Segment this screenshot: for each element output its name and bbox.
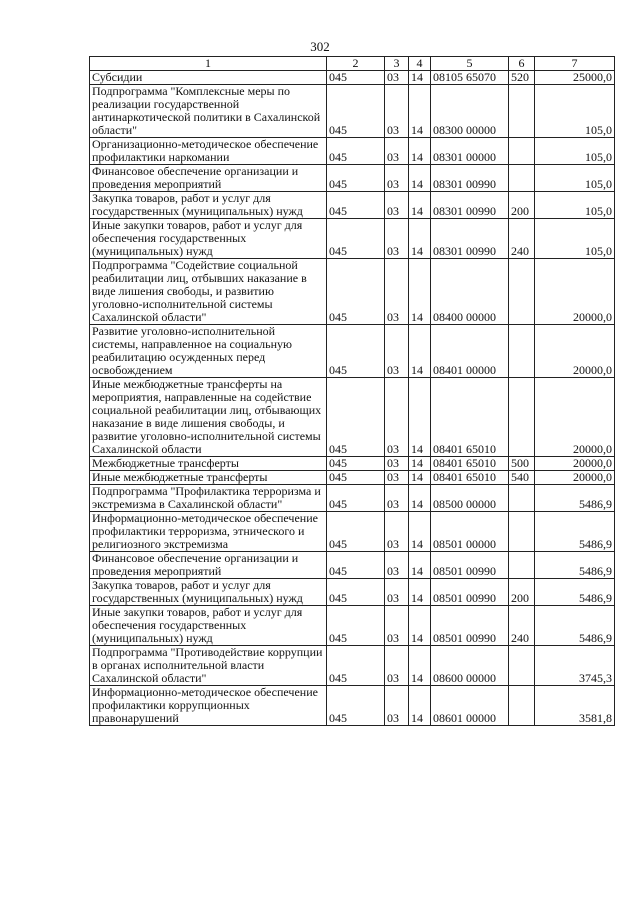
row-subsection-code: 14 xyxy=(409,646,431,686)
row-section-code: 03 xyxy=(385,606,409,646)
column-header: 4 xyxy=(409,57,431,71)
row-target-code: 08301 00000 xyxy=(431,138,509,165)
row-subsection-code: 14 xyxy=(409,165,431,192)
row-expense-type-code xyxy=(509,165,535,192)
row-section-code: 03 xyxy=(385,646,409,686)
row-section-code: 03 xyxy=(385,512,409,552)
row-name: Иные межбюджетные трансферты на мероприятия, направленные на содействие социальной реабилитации лиц, отбывающих наказание в виде лишения свободы, и развитие уголовно-исполнительной системы Сахалинской области xyxy=(90,378,327,457)
row-subsection-code: 14 xyxy=(409,259,431,325)
row-subsection-code: 14 xyxy=(409,219,431,259)
row-subsection-code: 14 xyxy=(409,686,431,726)
row-admin-code: 045 xyxy=(327,512,385,552)
row-expense-type-code xyxy=(509,259,535,325)
row-target-code: 08300 00000 xyxy=(431,85,509,138)
row-amount: 5486,9 xyxy=(535,512,615,552)
row-admin-code: 045 xyxy=(327,579,385,606)
row-amount: 20000,0 xyxy=(535,325,615,378)
row-amount: 5486,9 xyxy=(535,552,615,579)
row-amount: 5486,9 xyxy=(535,606,615,646)
row-name: Подпрограмма "Содействие социальной реабилитации лиц, отбывших наказание в виде лишения свободы, и развитию уголовно-исполнительной системы Сахалинской области" xyxy=(90,259,327,325)
row-admin-code: 045 xyxy=(327,457,385,471)
row-subsection-code: 14 xyxy=(409,552,431,579)
row-name: Подпрограмма "Противодействие коррупции в органах исполнительной власти Сахалинской области" xyxy=(90,646,327,686)
column-header: 5 xyxy=(431,57,509,71)
row-target-code: 08601 00000 xyxy=(431,686,509,726)
row-subsection-code: 14 xyxy=(409,512,431,552)
row-admin-code: 045 xyxy=(327,138,385,165)
row-amount: 105,0 xyxy=(535,192,615,219)
row-name: Субсидии xyxy=(90,71,327,85)
table-row xyxy=(90,165,615,192)
row-amount: 20000,0 xyxy=(535,471,615,485)
row-name: Иные закупки товаров, работ и услуг для обеспечения государственных (муниципальных) нужд xyxy=(90,219,327,259)
row-expense-type-code xyxy=(509,512,535,552)
row-target-code: 08401 00000 xyxy=(431,325,509,378)
row-expense-type-code: 520 xyxy=(509,71,535,85)
column-header: 6 xyxy=(509,57,535,71)
row-admin-code: 045 xyxy=(327,646,385,686)
row-section-code: 03 xyxy=(385,192,409,219)
row-expense-type-code xyxy=(509,378,535,457)
row-expense-type-code xyxy=(509,85,535,138)
row-expense-type-code: 240 xyxy=(509,606,535,646)
row-admin-code: 045 xyxy=(327,686,385,726)
row-admin-code: 045 xyxy=(327,325,385,378)
row-expense-type-code xyxy=(509,485,535,512)
row-admin-code: 045 xyxy=(327,192,385,219)
row-target-code: 08500 00000 xyxy=(431,485,509,512)
table-row xyxy=(90,552,615,579)
column-header: 3 xyxy=(385,57,409,71)
row-section-code: 03 xyxy=(385,552,409,579)
table-row xyxy=(90,138,615,165)
table-row xyxy=(90,512,615,552)
row-section-code: 03 xyxy=(385,325,409,378)
row-section-code: 03 xyxy=(385,471,409,485)
row-subsection-code: 14 xyxy=(409,378,431,457)
row-name: Межбюджетные трансферты xyxy=(90,457,327,471)
row-expense-type-code xyxy=(509,552,535,579)
table-header xyxy=(90,57,615,71)
row-section-code: 03 xyxy=(385,485,409,512)
column-header: 1 xyxy=(90,57,327,71)
row-subsection-code: 14 xyxy=(409,606,431,646)
row-name: Финансовое обеспечение организации и проведения мероприятий xyxy=(90,552,327,579)
row-section-code: 03 xyxy=(385,259,409,325)
row-amount: 3581,8 xyxy=(535,686,615,726)
row-admin-code: 045 xyxy=(327,85,385,138)
row-target-code: 08105 65070 xyxy=(431,71,509,85)
row-name: Информационно-методическое обеспечение профилактики коррупционных правонарушений xyxy=(90,686,327,726)
row-expense-type-code: 240 xyxy=(509,219,535,259)
row-target-code: 08501 00000 xyxy=(431,512,509,552)
row-section-code: 03 xyxy=(385,138,409,165)
row-admin-code: 045 xyxy=(327,552,385,579)
row-amount: 105,0 xyxy=(535,138,615,165)
row-name: Развитие уголовно-исполнительной системы, направленное на социальную реабилитацию осужденных перед освобождением xyxy=(90,325,327,378)
row-expense-type-code: 200 xyxy=(509,192,535,219)
row-subsection-code: 14 xyxy=(409,192,431,219)
column-header: 7 xyxy=(535,57,615,71)
row-subsection-code: 14 xyxy=(409,485,431,512)
row-subsection-code: 14 xyxy=(409,325,431,378)
row-section-code: 03 xyxy=(385,579,409,606)
row-target-code: 08501 00990 xyxy=(431,579,509,606)
row-section-code: 03 xyxy=(385,219,409,259)
row-expense-type-code xyxy=(509,686,535,726)
table-row xyxy=(90,325,615,378)
row-subsection-code: 14 xyxy=(409,471,431,485)
row-admin-code: 045 xyxy=(327,471,385,485)
row-target-code: 08600 00000 xyxy=(431,646,509,686)
row-amount: 3745,3 xyxy=(535,646,615,686)
row-name: Иные закупки товаров, работ и услуг для обеспечения государственных (муниципальных) нужд xyxy=(90,606,327,646)
row-admin-code: 045 xyxy=(327,606,385,646)
table-row xyxy=(90,71,615,85)
row-section-code: 03 xyxy=(385,165,409,192)
row-expense-type-code: 500 xyxy=(509,457,535,471)
row-subsection-code: 14 xyxy=(409,579,431,606)
row-amount: 5486,9 xyxy=(535,485,615,512)
row-name: Закупка товаров, работ и услуг для государственных (муниципальных) нужд xyxy=(90,579,327,606)
table-row xyxy=(90,485,615,512)
row-section-code: 03 xyxy=(385,85,409,138)
table-row xyxy=(90,579,615,606)
row-target-code: 08301 00990 xyxy=(431,165,509,192)
budget-table xyxy=(89,56,615,726)
table-row xyxy=(90,219,615,259)
row-admin-code: 045 xyxy=(327,485,385,512)
table-row xyxy=(90,686,615,726)
row-name: Финансовое обеспечение организации и проведения мероприятий xyxy=(90,165,327,192)
row-target-code: 08401 65010 xyxy=(431,471,509,485)
row-target-code: 08401 65010 xyxy=(431,378,509,457)
row-expense-type-code: 540 xyxy=(509,471,535,485)
table-body xyxy=(90,71,615,726)
header-row xyxy=(90,57,615,71)
row-section-code: 03 xyxy=(385,71,409,85)
row-name: Информационно-методическое обеспечение профилактики терроризма, этнического и религиозного экстремизма xyxy=(90,512,327,552)
row-admin-code: 045 xyxy=(327,165,385,192)
row-subsection-code: 14 xyxy=(409,71,431,85)
row-target-code: 08301 00990 xyxy=(431,192,509,219)
row-target-code: 08401 65010 xyxy=(431,457,509,471)
row-admin-code: 045 xyxy=(327,71,385,85)
table-row xyxy=(90,192,615,219)
table-row xyxy=(90,378,615,457)
row-target-code: 08400 00000 xyxy=(431,259,509,325)
row-amount: 5486,9 xyxy=(535,579,615,606)
row-target-code: 08501 00990 xyxy=(431,552,509,579)
row-subsection-code: 14 xyxy=(409,457,431,471)
table-row xyxy=(90,606,615,646)
row-expense-type-code xyxy=(509,138,535,165)
table-row xyxy=(90,646,615,686)
row-name: Организационно-методическое обеспечение профилактики наркомании xyxy=(90,138,327,165)
row-section-code: 03 xyxy=(385,378,409,457)
row-subsection-code: 14 xyxy=(409,138,431,165)
row-amount: 20000,0 xyxy=(535,378,615,457)
table-row xyxy=(90,457,615,471)
row-subsection-code: 14 xyxy=(409,85,431,138)
row-target-code: 08501 00990 xyxy=(431,606,509,646)
page-number: 302 xyxy=(310,39,330,54)
row-expense-type-code xyxy=(509,325,535,378)
row-expense-type-code xyxy=(509,646,535,686)
row-admin-code: 045 xyxy=(327,259,385,325)
row-amount: 20000,0 xyxy=(535,259,615,325)
row-amount: 105,0 xyxy=(535,165,615,192)
row-name: Подпрограмма "Профилактика терроризма и экстремизма в Сахалинской области" xyxy=(90,485,327,512)
row-admin-code: 045 xyxy=(327,219,385,259)
row-name: Закупка товаров, работ и услуг для государственных (муниципальных) нужд xyxy=(90,192,327,219)
table-row xyxy=(90,85,615,138)
column-header: 2 xyxy=(327,57,385,71)
row-target-code: 08301 00990 xyxy=(431,219,509,259)
row-section-code: 03 xyxy=(385,686,409,726)
row-name: Иные межбюджетные трансферты xyxy=(90,471,327,485)
table-row xyxy=(90,471,615,485)
row-amount: 25000,0 xyxy=(535,71,615,85)
row-name: Подпрограмма "Комплексные меры по реализации государственной антинаркотической политики в Сахалинской области" xyxy=(90,85,327,138)
row-expense-type-code: 200 xyxy=(509,579,535,606)
row-section-code: 03 xyxy=(385,457,409,471)
table-row xyxy=(90,259,615,325)
row-amount: 105,0 xyxy=(535,219,615,259)
row-amount: 105,0 xyxy=(535,85,615,138)
row-admin-code: 045 xyxy=(327,378,385,457)
row-amount: 20000,0 xyxy=(535,457,615,471)
